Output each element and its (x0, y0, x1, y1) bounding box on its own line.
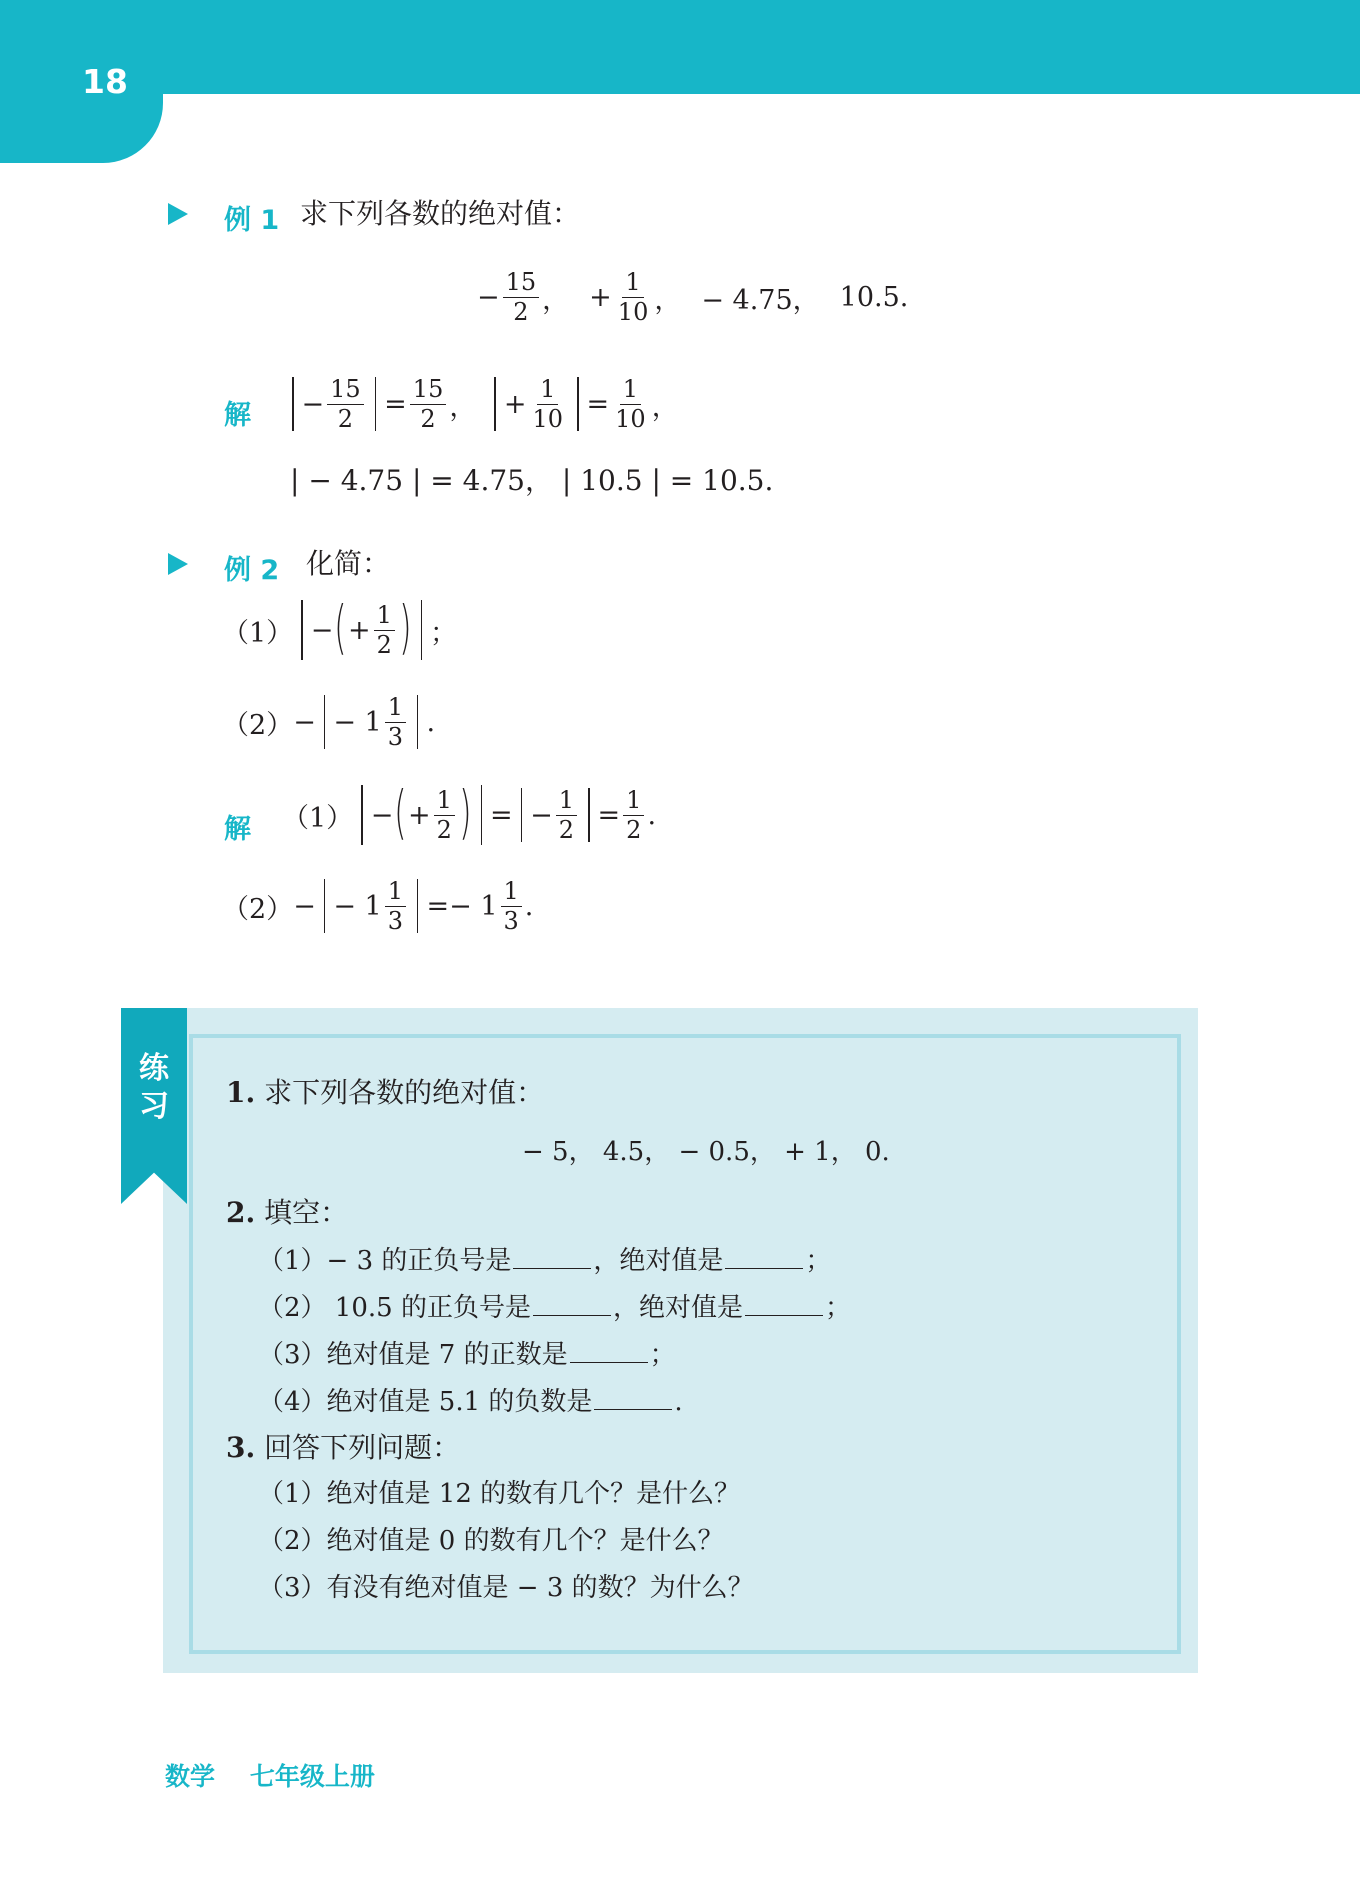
fraction: $\frac{1}{10}$ (617, 268, 649, 326)
example-2-question-1: （1） − ( + $\frac{1}{2}$ ) ； (222, 593, 457, 661)
header-band (0, 0, 1360, 94)
question-item: （3）有没有绝对值是 − 3 的数？为什么？ (258, 1573, 754, 1603)
fraction: $\frac{15}{2}$ (503, 268, 540, 327)
fill-blank-item: （4）绝对值是 5.1 的负数是 . (258, 1387, 683, 1417)
practice-question-2: 2. 填空： (226, 1196, 349, 1229)
blank-field (533, 1293, 611, 1316)
blank-field (725, 1246, 803, 1269)
solution-label: 解 (224, 814, 251, 845)
fill-blank-item: （2） 10.5 的正负号是 ，绝对值是 ； (258, 1293, 851, 1323)
example-2-prompt: 化简： (306, 547, 391, 580)
practice-question-1-values: − 5， 4.5， − 0.5， + 1， 0. (522, 1137, 890, 1167)
question-item: （1）绝对值是 12 的数有几个？是什么？ (258, 1479, 741, 1509)
question-item: （2）绝对值是 0 的数有几个？是什么？ (258, 1526, 724, 1556)
page-number: 18 (82, 62, 128, 101)
example-1-prompt: 求下列各数的绝对值： (300, 197, 581, 230)
example-1-solution-line-2: | − 4.75 | = 4.75， | 10.5 | = 10.5. (290, 464, 774, 497)
triangle-marker-icon (168, 553, 188, 575)
example-2-label: 例 2 (224, 555, 280, 586)
example-2-question-2: （2） − − 1 $\frac{1}{3}$ . (222, 693, 436, 751)
example-1-solution-line-1: − $\frac{15}{2}$ = $\frac{15}{2}$ ， + $\frac{1}{10}$ = $\frac{1}{10}$ ， (284, 375, 679, 434)
example-1-label: 例 1 (224, 205, 280, 236)
example-1-values: − $\frac{15}{2}$ ， + $\frac{1}{10}$ ， − 4.75， 10.5. (477, 268, 909, 326)
book-title-footer: 数学 七年级上册 (165, 1762, 375, 1791)
blank-field (594, 1387, 672, 1410)
fill-blank-item: （1）− 3 的正负号是 ，绝对值是 ； (258, 1246, 832, 1276)
fill-blank-item: （3）绝对值是 7 的正数是 ； (258, 1340, 676, 1370)
triangle-marker-icon (168, 203, 188, 225)
blank-field (570, 1340, 648, 1363)
example-2-answer-1: （1） − ( + $\frac{1}{2}$ ) = − $\frac{1}{2}$ = $\frac{1}{2}$ . (282, 778, 657, 846)
example-2-answer-2: （2） − − 1 $\frac{1}{3}$ =− 1 $\frac{1}{3}$ . (222, 877, 534, 935)
blank-field (513, 1246, 591, 1269)
practice-question-3: 3. 回答下列问题： (226, 1431, 461, 1464)
practice-ribbon-label: 练 习 (139, 1051, 169, 1124)
blank-field (745, 1293, 823, 1316)
practice-question-1: 1. 求下列各数的绝对值： (226, 1076, 545, 1109)
solution-label: 解 (224, 400, 251, 431)
